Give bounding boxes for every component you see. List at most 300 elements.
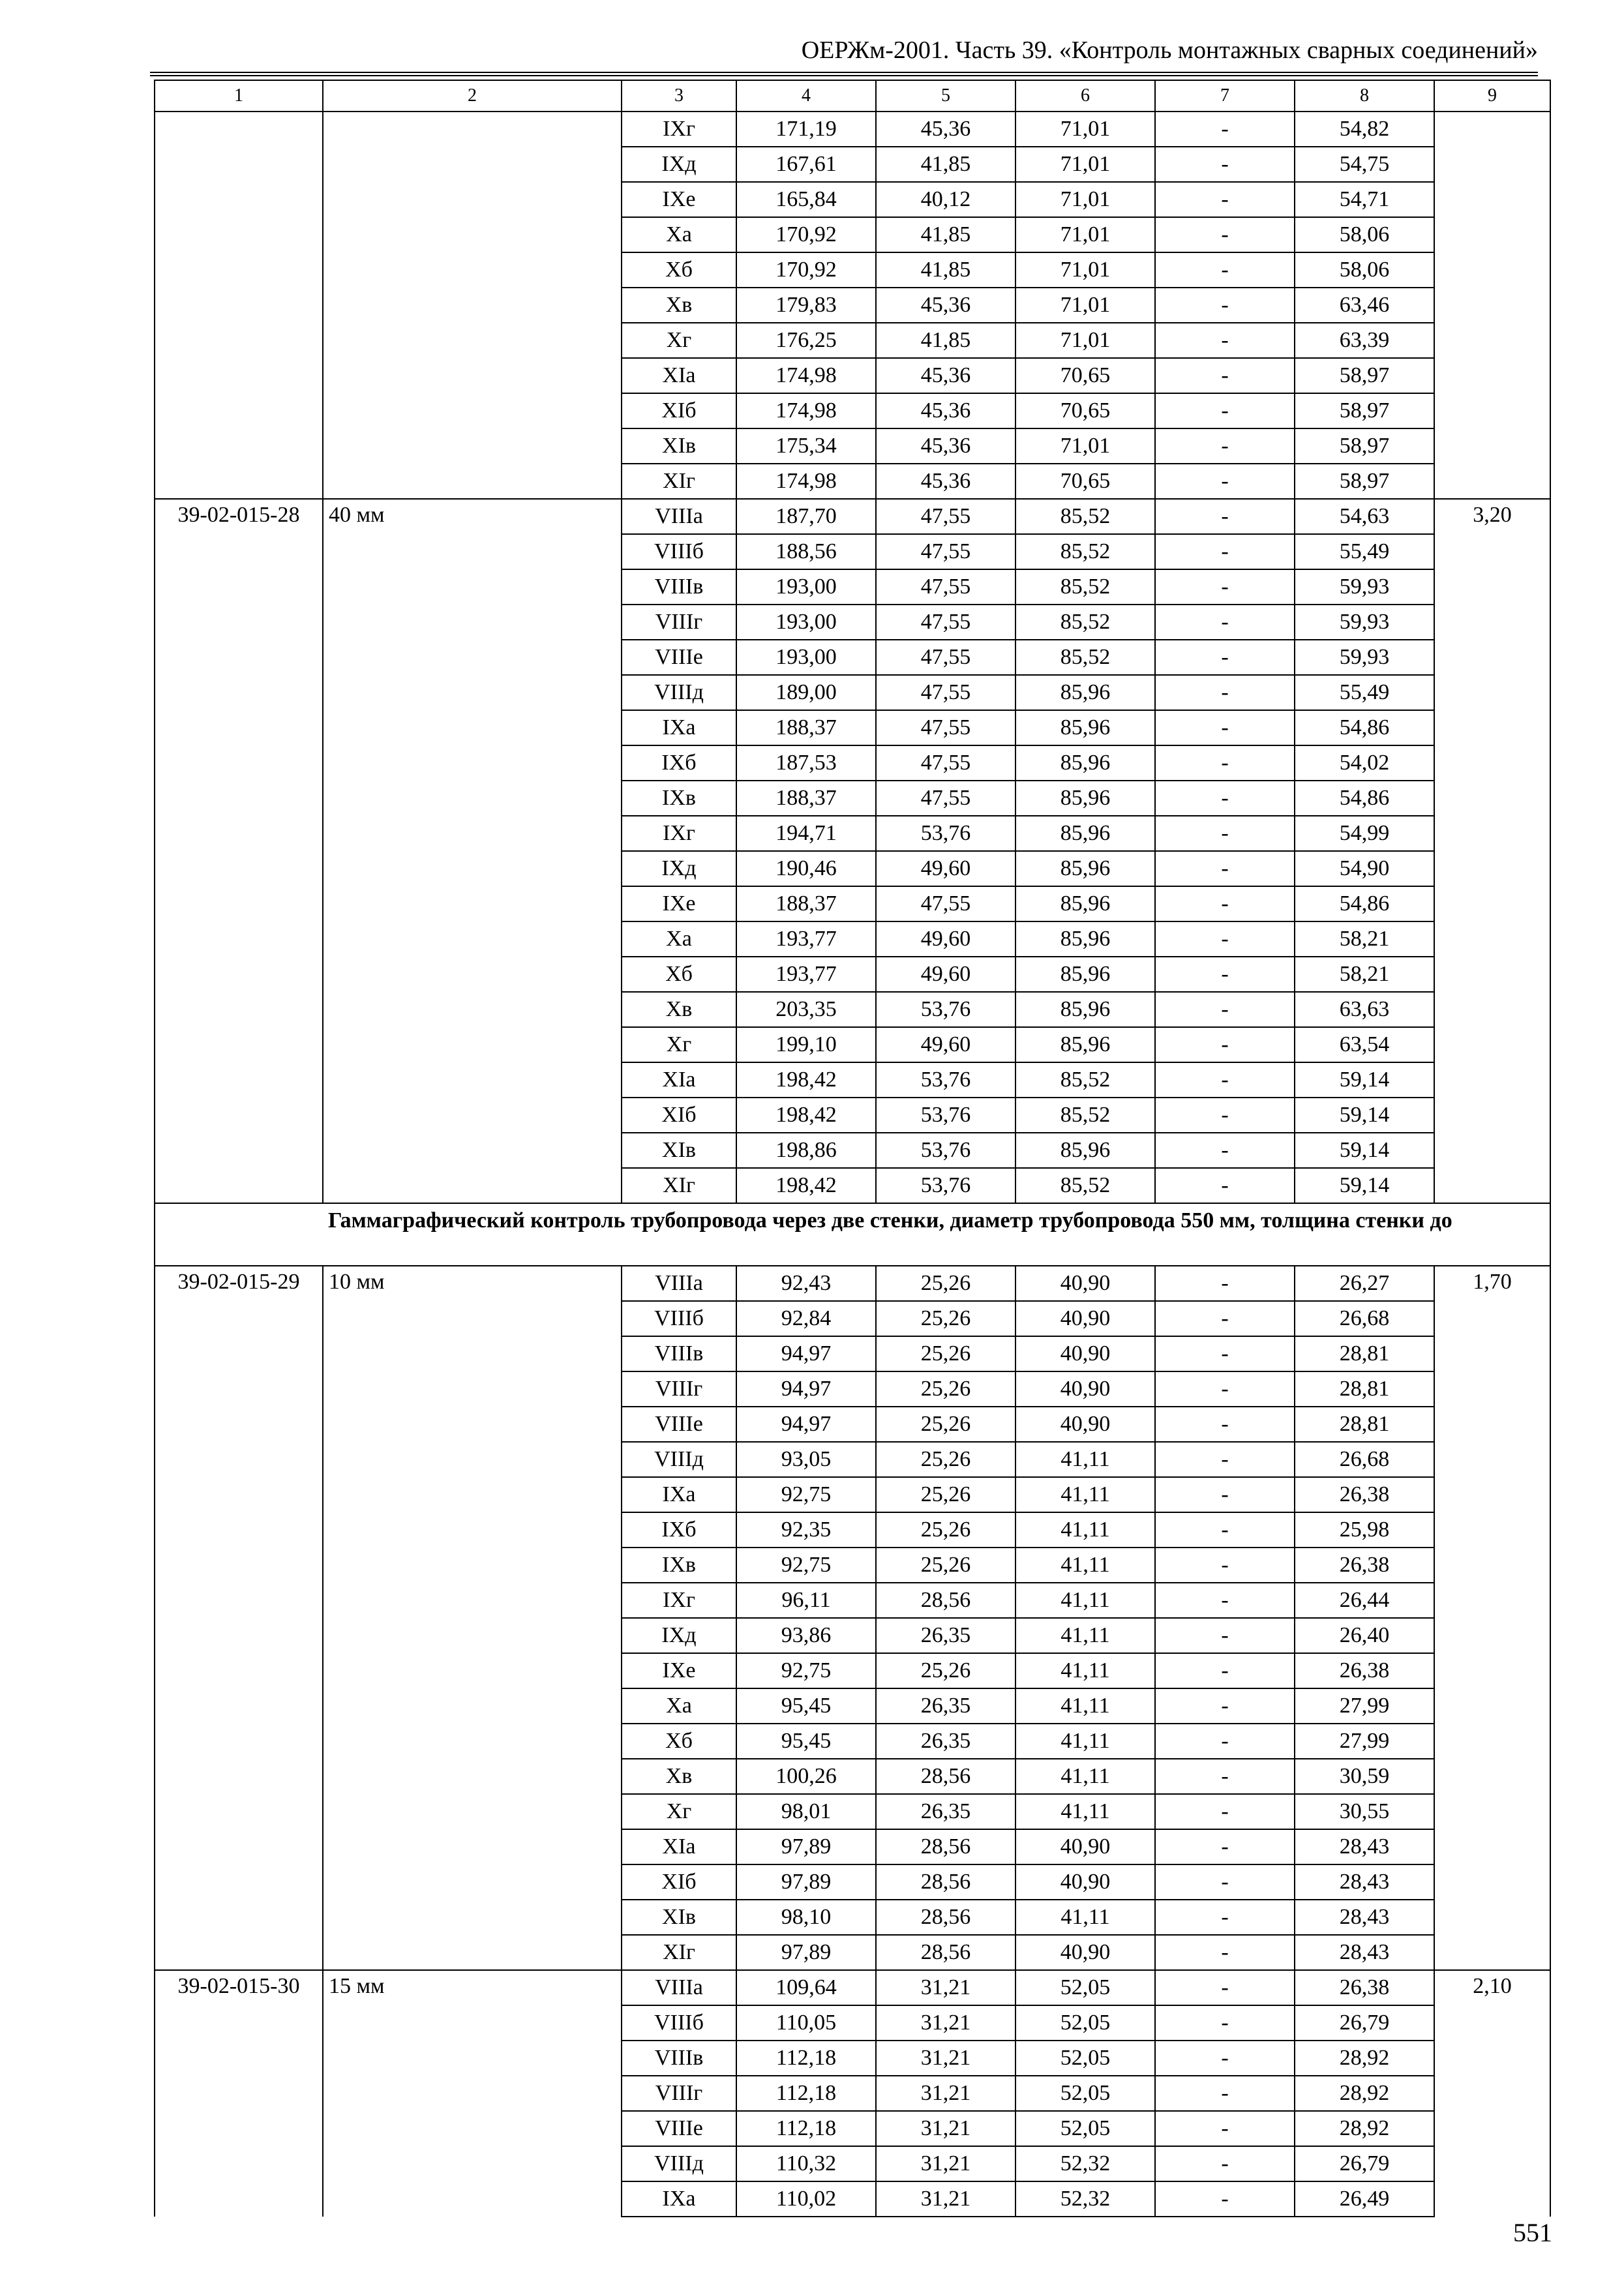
table-row — [155, 992, 1550, 1027]
wages-cell: 53,76 — [876, 1062, 1015, 1098]
machinist-wages-cell: - — [1155, 182, 1295, 217]
wages-cell: 31,21 — [876, 2041, 1015, 2076]
machinist-wages-cell: - — [1155, 358, 1295, 393]
wages-cell: 28,56 — [876, 1829, 1015, 1864]
materials-cell: 28,43 — [1295, 1935, 1434, 1970]
wages-cell: 31,21 — [876, 2181, 1015, 2217]
machinist-wages-cell: - — [1155, 1371, 1295, 1407]
total-cost-cell: 175,34 — [736, 428, 876, 464]
machine-cost-cell: 85,52 — [1015, 640, 1155, 675]
machinist-wages-cell: - — [1155, 393, 1295, 428]
labor-cost-cell — [1434, 1477, 1550, 1512]
machinist-wages-cell: - — [1155, 2111, 1295, 2146]
labor-cost-cell — [1434, 851, 1550, 886]
table-row — [155, 605, 1550, 640]
category-cell: VIIIе — [622, 1407, 736, 1442]
materials-cell: 26,38 — [1295, 1970, 1434, 2005]
wages-cell: 28,56 — [876, 1583, 1015, 1618]
machine-cost-cell: 41,11 — [1015, 1512, 1155, 1548]
wall-thickness-cell — [323, 1301, 622, 1336]
materials-cell: 54,02 — [1295, 745, 1434, 781]
labor-cost-cell — [1434, 1935, 1550, 1970]
total-cost-cell: 92,75 — [736, 1477, 876, 1512]
category-cell: Xг — [622, 1027, 736, 1062]
machine-cost-cell: 71,01 — [1015, 147, 1155, 182]
machine-cost-cell: 40,90 — [1015, 1266, 1155, 1301]
category-cell: IXг — [622, 112, 736, 147]
wages-cell: 47,55 — [876, 569, 1015, 605]
machinist-wages-cell: - — [1155, 428, 1295, 464]
machine-cost-cell: 71,01 — [1015, 182, 1155, 217]
rate-code-cell — [155, 1371, 323, 1407]
total-cost-cell: 92,35 — [736, 1512, 876, 1548]
table-row — [155, 428, 1550, 464]
materials-cell: 59,93 — [1295, 640, 1434, 675]
machine-cost-cell: 85,96 — [1015, 1027, 1155, 1062]
category-cell: XIа — [622, 1829, 736, 1864]
category-cell: XIг — [622, 1935, 736, 1970]
total-cost-cell: 174,98 — [736, 358, 876, 393]
table-row — [155, 1794, 1550, 1829]
column-number: 9 — [1434, 80, 1550, 112]
wall-thickness-cell — [323, 886, 622, 921]
section-blank-cell — [155, 1203, 323, 1266]
machinist-wages-cell: - — [1155, 710, 1295, 745]
table-row — [155, 1724, 1550, 1759]
wages-cell: 45,36 — [876, 358, 1015, 393]
wall-thickness-cell — [323, 1688, 622, 1724]
wages-cell: 47,55 — [876, 710, 1015, 745]
category-cell: IXб — [622, 1512, 736, 1548]
machine-cost-cell: 40,90 — [1015, 1935, 1155, 1970]
rate-code-cell — [155, 358, 323, 393]
total-cost-cell: 188,37 — [736, 781, 876, 816]
labor-cost-cell — [1434, 1864, 1550, 1900]
machine-cost-cell: 52,32 — [1015, 2146, 1155, 2181]
machinist-wages-cell: - — [1155, 112, 1295, 147]
total-cost-cell: 94,97 — [736, 1336, 876, 1371]
table-row — [155, 1548, 1550, 1583]
labor-cost-cell — [1434, 816, 1550, 851]
table-row — [155, 1133, 1550, 1168]
total-cost-cell: 187,70 — [736, 499, 876, 534]
labor-cost-cell — [1434, 957, 1550, 992]
category-cell: Xв — [622, 1759, 736, 1794]
wall-thickness-cell: 15 мм — [323, 1970, 622, 2005]
machinist-wages-cell: - — [1155, 252, 1295, 288]
machine-cost-cell: 41,11 — [1015, 1618, 1155, 1653]
materials-cell: 28,92 — [1295, 2041, 1434, 2076]
wages-cell: 49,60 — [876, 1027, 1015, 1062]
materials-cell: 28,43 — [1295, 1900, 1434, 1935]
wall-thickness-cell — [323, 1477, 622, 1512]
rate-code-cell — [155, 182, 323, 217]
table-row — [155, 1618, 1550, 1653]
rate-code-cell: 39-02-015-30 — [155, 1970, 323, 2005]
machinist-wages-cell: - — [1155, 1583, 1295, 1618]
materials-cell: 55,49 — [1295, 534, 1434, 569]
rate-code-cell — [155, 1935, 323, 1970]
rate-code-cell — [155, 1336, 323, 1371]
wages-cell: 25,26 — [876, 1477, 1015, 1512]
wages-cell: 31,21 — [876, 1970, 1015, 2005]
machinist-wages-cell: - — [1155, 2181, 1295, 2217]
table-row — [155, 1477, 1550, 1512]
wages-cell: 45,36 — [876, 428, 1015, 464]
wages-cell: 28,56 — [876, 1900, 1015, 1935]
labor-cost-cell — [1434, 1724, 1550, 1759]
machinist-wages-cell: - — [1155, 1935, 1295, 1970]
machinist-wages-cell: - — [1155, 1442, 1295, 1477]
labor-cost-cell — [1434, 1653, 1550, 1688]
category-cell: IXв — [622, 1548, 736, 1583]
total-cost-cell: 170,92 — [736, 252, 876, 288]
rate-code-cell — [155, 851, 323, 886]
total-cost-cell: 98,01 — [736, 1794, 876, 1829]
total-cost-cell: 165,84 — [736, 182, 876, 217]
materials-cell: 26,79 — [1295, 2005, 1434, 2041]
materials-cell: 59,14 — [1295, 1168, 1434, 1203]
labor-cost-cell — [1434, 2146, 1550, 2181]
materials-cell: 26,27 — [1295, 1266, 1434, 1301]
total-cost-cell: 97,89 — [736, 1935, 876, 1970]
machine-cost-cell: 85,52 — [1015, 605, 1155, 640]
machinist-wages-cell: - — [1155, 675, 1295, 710]
machine-cost-cell: 71,01 — [1015, 252, 1155, 288]
labor-cost-cell — [1434, 358, 1550, 393]
materials-cell: 28,81 — [1295, 1371, 1434, 1407]
materials-cell: 58,06 — [1295, 217, 1434, 252]
labor-cost-cell — [1434, 640, 1550, 675]
materials-cell: 63,63 — [1295, 992, 1434, 1027]
wall-thickness-cell — [323, 1900, 622, 1935]
labor-cost-cell — [1434, 217, 1550, 252]
category-cell: VIIIа — [622, 499, 736, 534]
total-cost-cell: 92,84 — [736, 1301, 876, 1336]
wall-thickness-cell — [323, 1098, 622, 1133]
machinist-wages-cell: - — [1155, 1301, 1295, 1336]
machine-cost-cell: 41,11 — [1015, 1583, 1155, 1618]
total-cost-cell: 176,25 — [736, 323, 876, 358]
rate-code-cell — [155, 1653, 323, 1688]
category-cell: IXе — [622, 182, 736, 217]
machine-cost-cell: 85,52 — [1015, 534, 1155, 569]
table-row — [155, 1970, 1550, 2005]
materials-cell: 54,86 — [1295, 781, 1434, 816]
category-cell: XIг — [622, 1168, 736, 1203]
machine-cost-cell: 85,52 — [1015, 569, 1155, 605]
total-cost-cell: 188,37 — [736, 886, 876, 921]
wages-cell: 49,60 — [876, 921, 1015, 957]
machine-cost-cell: 71,01 — [1015, 323, 1155, 358]
wall-thickness-cell — [323, 1512, 622, 1548]
machinist-wages-cell: - — [1155, 605, 1295, 640]
machinist-wages-cell: - — [1155, 1266, 1295, 1301]
materials-cell: 54,90 — [1295, 851, 1434, 886]
rate-code-cell — [155, 428, 323, 464]
column-number: 8 — [1295, 80, 1434, 112]
labor-cost-cell — [1434, 675, 1550, 710]
wall-thickness-cell — [323, 2146, 622, 2181]
wall-thickness-cell — [323, 992, 622, 1027]
rate-code-cell — [155, 781, 323, 816]
labor-cost-cell — [1434, 2005, 1550, 2041]
wall-thickness-cell — [323, 1653, 622, 1688]
table-row — [155, 1301, 1550, 1336]
materials-cell: 54,75 — [1295, 147, 1434, 182]
rate-code-cell — [155, 147, 323, 182]
category-cell: Xв — [622, 288, 736, 323]
table-row — [155, 816, 1550, 851]
materials-cell: 54,86 — [1295, 710, 1434, 745]
wall-thickness-cell — [323, 605, 622, 640]
table-row — [155, 147, 1550, 182]
machinist-wages-cell: - — [1155, 1027, 1295, 1062]
table-row — [155, 288, 1550, 323]
labor-cost-cell — [1434, 710, 1550, 745]
wages-cell: 28,56 — [876, 1935, 1015, 1970]
wall-thickness-cell — [323, 358, 622, 393]
machine-cost-cell: 85,96 — [1015, 745, 1155, 781]
total-cost-cell: 92,43 — [736, 1266, 876, 1301]
machine-cost-cell: 85,96 — [1015, 851, 1155, 886]
table-row — [155, 1653, 1550, 1688]
wages-cell: 31,21 — [876, 2076, 1015, 2111]
labor-cost-cell — [1434, 781, 1550, 816]
category-cell: IXа — [622, 710, 736, 745]
wages-cell: 28,56 — [876, 1864, 1015, 1900]
wall-thickness-cell — [323, 1442, 622, 1477]
rate-code-cell — [155, 675, 323, 710]
category-cell: IXд — [622, 147, 736, 182]
machine-cost-cell: 40,90 — [1015, 1864, 1155, 1900]
rate-code-cell: 39-02-015-28 — [155, 499, 323, 534]
machine-cost-cell: 85,52 — [1015, 1168, 1155, 1203]
labor-cost-cell — [1434, 1583, 1550, 1618]
machinist-wages-cell: - — [1155, 569, 1295, 605]
wages-cell: 25,26 — [876, 1407, 1015, 1442]
labor-cost-cell — [1434, 323, 1550, 358]
machine-cost-cell: 40,90 — [1015, 1371, 1155, 1407]
total-cost-cell: 109,64 — [736, 1970, 876, 2005]
category-cell: VIIIг — [622, 2076, 736, 2111]
materials-cell: 54,63 — [1295, 499, 1434, 534]
machine-cost-cell: 40,90 — [1015, 1407, 1155, 1442]
materials-cell: 26,79 — [1295, 2146, 1434, 2181]
wages-cell: 53,76 — [876, 816, 1015, 851]
wall-thickness-cell: 10 мм — [323, 1266, 622, 1301]
machine-cost-cell: 85,96 — [1015, 710, 1155, 745]
rate-code-cell — [155, 992, 323, 1027]
wall-thickness-cell — [323, 1062, 622, 1098]
machine-cost-cell: 41,11 — [1015, 1900, 1155, 1935]
materials-cell: 28,92 — [1295, 2076, 1434, 2111]
labor-cost-cell — [1434, 1301, 1550, 1336]
materials-cell: 54,99 — [1295, 816, 1434, 851]
wages-cell: 47,55 — [876, 886, 1015, 921]
rate-code-cell — [155, 534, 323, 569]
machinist-wages-cell: - — [1155, 499, 1295, 534]
table-row — [155, 2111, 1550, 2146]
materials-cell: 54,82 — [1295, 112, 1434, 147]
wages-cell: 49,60 — [876, 851, 1015, 886]
machinist-wages-cell: - — [1155, 1794, 1295, 1829]
category-cell: VIIIг — [622, 1371, 736, 1407]
wall-thickness-cell — [323, 1864, 622, 1900]
machinist-wages-cell: - — [1155, 886, 1295, 921]
labor-cost-cell — [1434, 1442, 1550, 1477]
materials-cell: 59,14 — [1295, 1062, 1434, 1098]
table-row — [155, 217, 1550, 252]
machinist-wages-cell: - — [1155, 2041, 1295, 2076]
machinist-wages-cell: - — [1155, 323, 1295, 358]
wages-cell: 47,55 — [876, 745, 1015, 781]
machinist-wages-cell: - — [1155, 534, 1295, 569]
wall-thickness-cell — [323, 1371, 622, 1407]
materials-cell: 26,49 — [1295, 2181, 1434, 2217]
materials-cell: 26,44 — [1295, 1583, 1434, 1618]
labor-cost-cell — [1434, 2076, 1550, 2111]
machine-cost-cell: 70,65 — [1015, 393, 1155, 428]
total-cost-cell: 98,10 — [736, 1900, 876, 1935]
table-row — [155, 2181, 1550, 2217]
machine-cost-cell: 52,05 — [1015, 2005, 1155, 2041]
category-cell: XIб — [622, 393, 736, 428]
category-cell: VIIIа — [622, 1970, 736, 2005]
total-cost-cell: 94,97 — [736, 1371, 876, 1407]
total-cost-cell: 179,83 — [736, 288, 876, 323]
total-cost-cell: 167,61 — [736, 147, 876, 182]
rate-code-cell — [155, 323, 323, 358]
total-cost-cell: 93,86 — [736, 1618, 876, 1653]
wall-thickness-cell — [323, 1618, 622, 1653]
machine-cost-cell: 70,65 — [1015, 358, 1155, 393]
column-number: 1 — [155, 80, 323, 112]
machine-cost-cell: 85,96 — [1015, 957, 1155, 992]
total-cost-cell: 95,45 — [736, 1688, 876, 1724]
machinist-wages-cell: - — [1155, 851, 1295, 886]
wages-cell: 25,26 — [876, 1548, 1015, 1583]
rate-code-cell — [155, 2041, 323, 2076]
total-cost-cell: 193,00 — [736, 605, 876, 640]
wages-cell: 26,35 — [876, 1724, 1015, 1759]
category-cell: Xа — [622, 921, 736, 957]
rate-code-cell — [155, 1301, 323, 1336]
materials-cell: 59,93 — [1295, 569, 1434, 605]
wall-thickness-cell — [323, 323, 622, 358]
machinist-wages-cell: - — [1155, 217, 1295, 252]
category-cell: IXб — [622, 745, 736, 781]
table-row — [155, 1688, 1550, 1724]
total-cost-cell: 97,89 — [736, 1829, 876, 1864]
total-cost-cell: 193,77 — [736, 921, 876, 957]
category-cell: XIа — [622, 358, 736, 393]
labor-cost-cell — [1434, 1098, 1550, 1133]
table-row — [155, 745, 1550, 781]
rate-code-cell — [155, 605, 323, 640]
materials-cell: 25,98 — [1295, 1512, 1434, 1548]
total-cost-cell: 198,42 — [736, 1062, 876, 1098]
table-row — [155, 886, 1550, 921]
materials-cell: 26,68 — [1295, 1442, 1434, 1477]
labor-cost-cell: 3,20 — [1434, 499, 1550, 534]
wall-thickness-cell — [323, 851, 622, 886]
table-row — [155, 1864, 1550, 1900]
wall-thickness-cell — [323, 816, 622, 851]
machinist-wages-cell: - — [1155, 1168, 1295, 1203]
category-cell: Xг — [622, 323, 736, 358]
column-number: 4 — [736, 80, 876, 112]
machinist-wages-cell: - — [1155, 1098, 1295, 1133]
category-cell: XIв — [622, 1900, 736, 1935]
wall-thickness-cell — [323, 1794, 622, 1829]
machinist-wages-cell: - — [1155, 1688, 1295, 1724]
wages-cell: 53,76 — [876, 1168, 1015, 1203]
rate-code-cell — [155, 2111, 323, 2146]
materials-cell: 27,99 — [1295, 1688, 1434, 1724]
rate-code-cell — [155, 1618, 323, 1653]
wages-cell: 31,21 — [876, 2146, 1015, 2181]
table-row — [155, 2041, 1550, 2076]
wages-cell: 49,60 — [876, 957, 1015, 992]
wages-cell: 26,35 — [876, 1688, 1015, 1724]
wall-thickness-cell — [323, 569, 622, 605]
wall-thickness-cell — [323, 2181, 622, 2217]
labor-cost-cell — [1434, 2111, 1550, 2146]
machine-cost-cell: 85,96 — [1015, 1133, 1155, 1168]
table-row — [155, 2076, 1550, 2111]
materials-cell: 58,06 — [1295, 252, 1434, 288]
rate-code-cell — [155, 1548, 323, 1583]
wall-thickness-cell — [323, 147, 622, 182]
materials-cell: 28,43 — [1295, 1829, 1434, 1864]
machine-cost-cell: 85,96 — [1015, 816, 1155, 851]
materials-cell: 58,21 — [1295, 921, 1434, 957]
category-cell: VIIIа — [622, 1266, 736, 1301]
machinist-wages-cell: - — [1155, 921, 1295, 957]
labor-cost-cell — [1434, 2181, 1550, 2217]
wages-cell: 45,36 — [876, 393, 1015, 428]
machine-cost-cell: 71,01 — [1015, 428, 1155, 464]
machinist-wages-cell: - — [1155, 464, 1295, 499]
labor-cost-cell — [1434, 182, 1550, 217]
wall-thickness-cell — [323, 745, 622, 781]
rate-code-cell — [155, 1407, 323, 1442]
labor-cost-cell — [1434, 1512, 1550, 1548]
total-cost-cell: 97,89 — [736, 1864, 876, 1900]
category-cell: VIIIб — [622, 2005, 736, 2041]
materials-cell: 26,68 — [1295, 1301, 1434, 1336]
materials-cell: 58,97 — [1295, 358, 1434, 393]
wall-thickness-cell — [323, 217, 622, 252]
total-cost-cell: 187,53 — [736, 745, 876, 781]
table-row — [155, 1829, 1550, 1864]
total-cost-cell: 93,05 — [736, 1442, 876, 1477]
category-cell: IXг — [622, 1583, 736, 1618]
wages-cell: 31,21 — [876, 2111, 1015, 2146]
table-row — [155, 1371, 1550, 1407]
table-row — [155, 252, 1550, 288]
table-row — [155, 358, 1550, 393]
column-number: 5 — [876, 80, 1015, 112]
total-cost-cell: 171,19 — [736, 112, 876, 147]
rate-code-cell — [155, 217, 323, 252]
category-cell: IXд — [622, 851, 736, 886]
wages-cell: 40,12 — [876, 182, 1015, 217]
table-row — [155, 182, 1550, 217]
machinist-wages-cell: - — [1155, 640, 1295, 675]
category-cell: Xа — [622, 1688, 736, 1724]
